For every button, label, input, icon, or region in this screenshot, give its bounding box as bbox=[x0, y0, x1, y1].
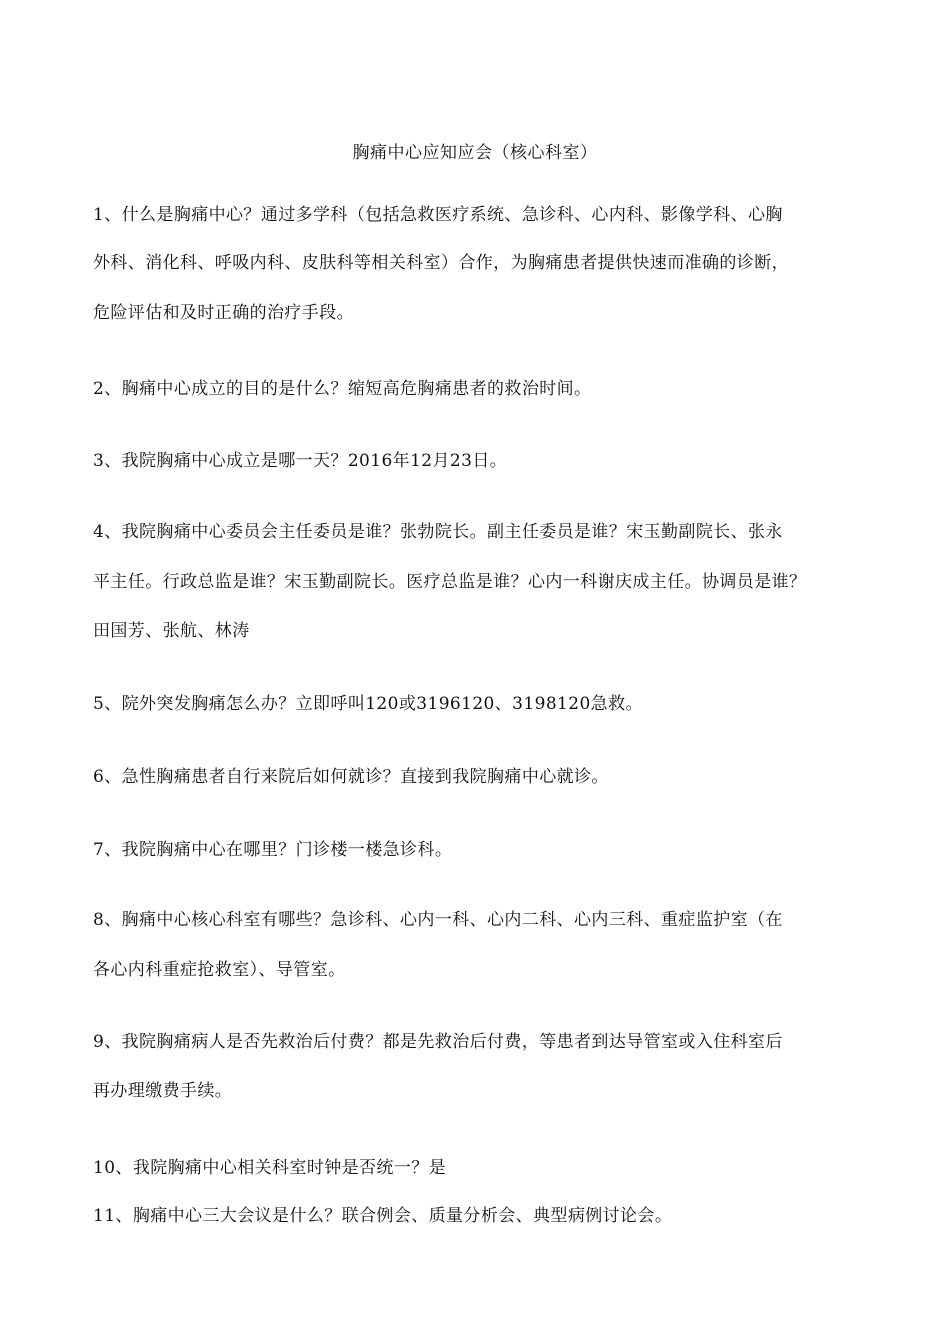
text-line: 7、我院胸痛中心在哪里？门诊楼一楼急诊科。 bbox=[93, 840, 453, 860]
text-line: 5、院外突发胸痛怎么办？立即呼叫120或3196120、3198120急救。 bbox=[93, 694, 643, 714]
text-line: 平主任。行政总监是谁？宋玉勤副院长。医疗总监是谁？心内一科谢庆成主任。协调员是谁？ bbox=[93, 572, 807, 592]
text-line: 8、胸痛中心核心科室有哪些？急诊科、心内一科、心内二科、心内三科、重症监护室（在 bbox=[93, 910, 783, 930]
text-line: 田国芳、张航、林涛 bbox=[93, 621, 250, 641]
document-title: 胸痛中心应知应会（核心科室） bbox=[352, 143, 598, 163]
text-line: 危险评估和及时正确的治疗手段。 bbox=[93, 303, 354, 323]
text-line: 11、胸痛中心三大会议是什么？联合例会、质量分析会、典型病例讨论会。 bbox=[93, 1206, 673, 1226]
text-line: 4、我院胸痛中心委员会主任委员是谁？张勃院长。副主任委员是谁？宋玉勤副院长、张永 bbox=[93, 522, 783, 542]
text-line: 3、我院胸痛中心成立是哪一天？2016年12月23日。 bbox=[93, 451, 508, 471]
text-line: 各心内科重症抢救室）、导管室。 bbox=[93, 960, 346, 980]
text-line: 1、什么是胸痛中心？通过多学科（包括急救医疗系统、急诊科、心内科、影像学科、心胸 bbox=[93, 205, 783, 225]
text-line: 外科、消化科、呼吸内科、皮肤科等相关科室）合作，为胸痛患者提供快速而准确的诊断， bbox=[93, 253, 789, 273]
text-line: 2、胸痛中心成立的目的是什么？缩短高危胸痛患者的救治时间。 bbox=[93, 379, 592, 399]
text-line: 6、急性胸痛患者自行来院后如何就诊？直接到我院胸痛中心就诊。 bbox=[93, 767, 609, 787]
text-line: 10、我院胸痛中心相关科室时钟是否统一？是 bbox=[93, 1158, 447, 1178]
text-line: 再办理缴费手续。 bbox=[93, 1081, 233, 1101]
text-line: 9、我院胸痛病人是否先救治后付费？都是先救治后付费，等患者到达导管室或入住科室后 bbox=[93, 1032, 783, 1052]
